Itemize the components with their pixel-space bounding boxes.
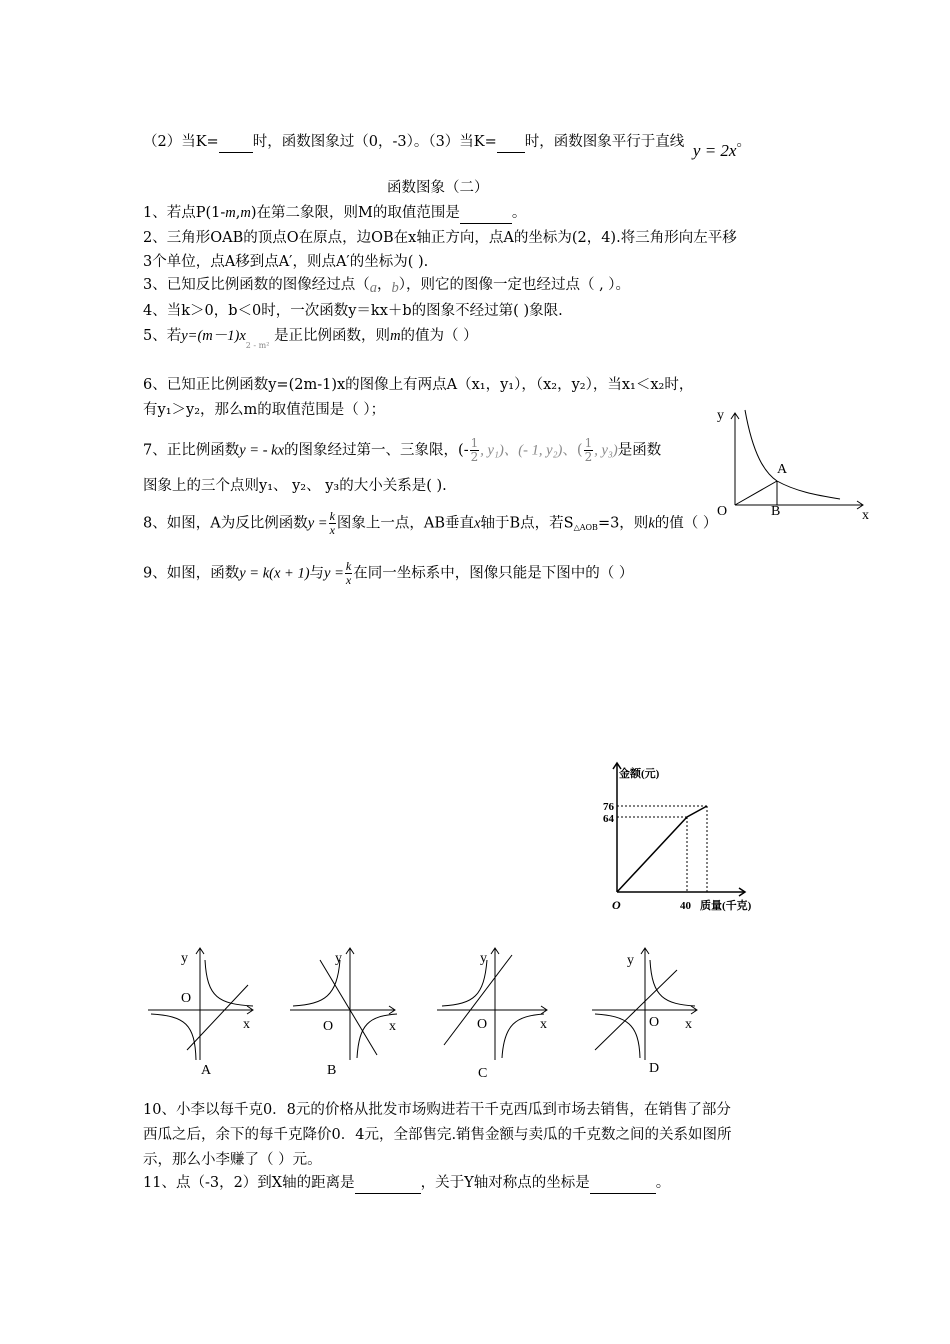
x-label: x (389, 1019, 396, 1034)
line-graph (187, 985, 248, 1050)
y-label: y (335, 951, 342, 966)
tick-40: 40 (680, 900, 691, 912)
hyperbola-branch (502, 1014, 544, 1058)
hyperbola-branch (293, 960, 340, 1006)
question-2-line2: 3个单位，点A移到点A′，则点A′的坐标为( ). (143, 254, 429, 270)
answer-blank[interactable] (219, 132, 253, 153)
figure-q8 (695, 405, 875, 525)
question-10-line3: 示，那么小李赚了（ ）元。 (143, 1152, 322, 1168)
hyperbola-branch (595, 1014, 640, 1058)
x-label: x (540, 1017, 547, 1032)
formula: y = 2x (692, 141, 737, 160)
sales-line (617, 806, 707, 892)
tick-76: 76 (603, 801, 614, 813)
question-5: 5、若$y=(m-1)x_{2 - m^2}$ 是正比例函数，则m的值为（ ） (143, 328, 478, 350)
question-6-line2: 有y₁＞y₂，那么m的取值范围是（ ）； (143, 402, 386, 418)
x-label: x (862, 508, 869, 523)
hyperbola-branch (650, 960, 695, 1006)
answer-blank[interactable] (590, 1173, 656, 1194)
question-9: 9、如图，函数y = k(x + 1)与y = $\frac{k}{x}$ 在同一坐标系中，图像只能是下图中的（ ） (143, 559, 634, 587)
point-b-label: B (771, 504, 781, 519)
hyperbola-branch (442, 960, 487, 1006)
point-a-label: A (777, 462, 788, 477)
answer-blank[interactable] (497, 132, 525, 153)
question-3: 3、已知反比例函数的图像经过点（a，b），则它的图像一定也经过点（ , ）。 (143, 277, 631, 296)
tick-64: 64 (603, 813, 614, 825)
origin-label: O (323, 1019, 334, 1034)
question-4: 4、当k＞0，b＜0时，一次函数y＝kx＋b的图象不经过第( )象限. (143, 303, 563, 319)
option-d-graph (587, 940, 707, 1080)
x-label: x (685, 1017, 692, 1032)
section-title: 函数图象（二） (387, 180, 489, 196)
option-c-graph (432, 940, 557, 1080)
option-label[interactable]: B (327, 1063, 337, 1075)
origin-label: O (477, 1017, 488, 1032)
option-label[interactable]: C (478, 1066, 488, 1080)
x-label: x (243, 1017, 250, 1032)
question-2-line1: 2、三角形OAB的顶点O在原点，边OB在x轴正方向，点A的坐标为(2，4).将三角形向左平移 (143, 230, 737, 246)
question-8: 8、如图，A为反比例函数y = $\frac{k}{x}$ 图象上一点，AB垂直x轴于B点，若S△AOB=3，则k的值（ ） (143, 509, 718, 537)
hyperbola-curve (745, 410, 840, 499)
question-10-line1: 10、小李以每千克0．8元的价格从批发市场购进若干千克西瓜到市场去销售，在销售了部分 (143, 1102, 731, 1118)
question-7-line1: 7、正比例函数y = - kx的图象经过第一、三象限，(- $\frac{1}{2}$ , y₁)、(- 1, y₂)、( $\frac{1}{2}$ , y₃)是函数 (143, 436, 662, 464)
hyperbola-branch (205, 960, 253, 1006)
line-graph (320, 960, 377, 1055)
origin-label: O (181, 991, 192, 1006)
x-axis-label: 质量(千克) (700, 900, 752, 912)
y-label: y (717, 408, 724, 423)
origin-label: O (612, 898, 621, 912)
question-1: 1、若点P(1-m,m)在第二象限，则M的取值范围是 。 (143, 203, 526, 224)
fraction: $\frac{k}{x}$ (329, 509, 335, 537)
option-label[interactable]: D (649, 1061, 660, 1076)
y-label: y (480, 951, 487, 966)
answer-blank[interactable] (355, 1173, 421, 1194)
option-b-graph (285, 940, 405, 1075)
figure-q10 (595, 755, 765, 920)
answer-blank[interactable] (460, 203, 512, 224)
question-top: （2）当K= 时，函数图象过（0，-3）。（3）当K= 时，函数图象平行于直线 y = 2x。 (143, 134, 751, 160)
segment-oa (735, 481, 777, 505)
question-11: 11、点（-3，2）到X轴的距离是 ，关于Y轴对称点的坐标是 。 (143, 1173, 670, 1194)
fraction: $\frac{1}{2}$ (470, 436, 479, 464)
fraction: $\frac{k}{x}$ (345, 559, 352, 587)
y-label: y (181, 951, 188, 966)
question-6-line1: 6、已知正比例函数y=(2m-1)x的图像上有两点A（x₁，y₁），（x₂，y₂），当x₁＜x₂时， (143, 377, 694, 393)
origin-label: O (717, 504, 728, 519)
question-10-line2: 西瓜之后，余下的每千克降价0．4元，全部售完.销售金额与卖瓜的千克数之间的关系如图所 (143, 1127, 732, 1143)
origin-label: O (649, 1015, 660, 1030)
option-a-graph (143, 940, 263, 1075)
option-label[interactable]: A (201, 1063, 212, 1075)
y-axis-label: 金额(元) (619, 768, 660, 780)
hyperbola-branch (151, 1014, 196, 1060)
question-7-line2: 图象上的三个点则y₁、 y₂、 y₃的大小关系是( ). (143, 478, 447, 494)
fraction: $\frac{1}{2}$ (584, 436, 593, 464)
y-label: y (627, 953, 634, 968)
